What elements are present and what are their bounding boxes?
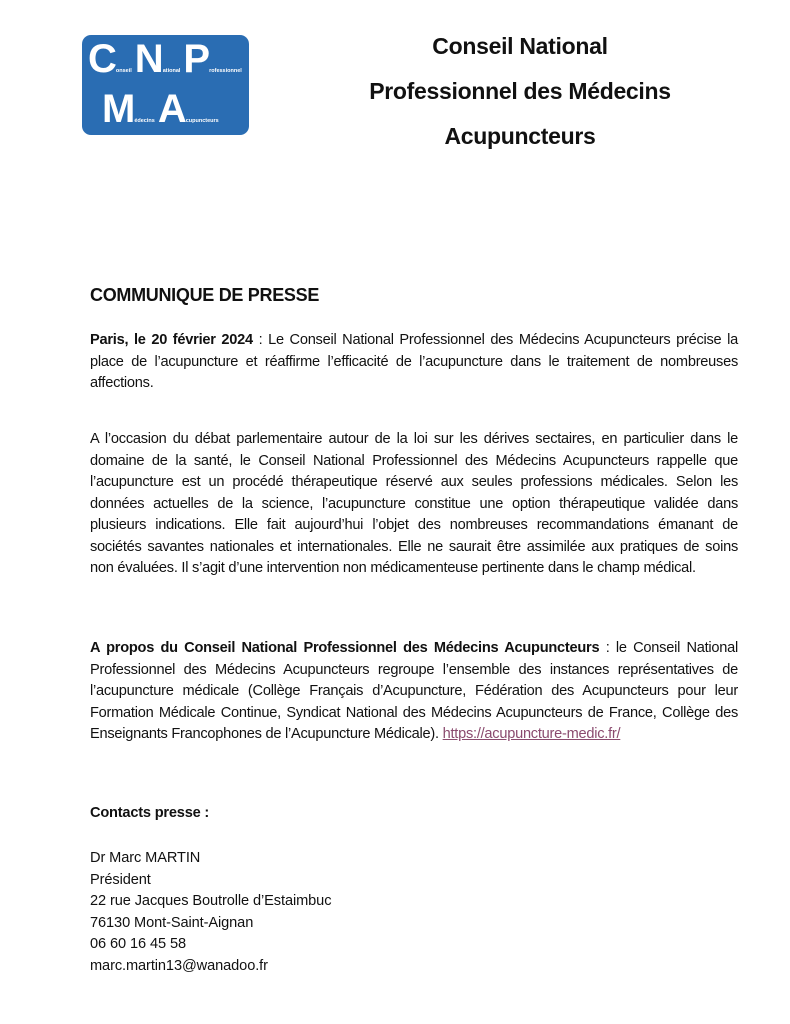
title-line: Acupuncteurs xyxy=(444,123,596,149)
contact-address: 22 rue Jacques Boutrolle d’Estaimbuc xyxy=(90,893,332,910)
website-link[interactable]: https://acupuncture-medic.fr/ xyxy=(442,726,621,742)
logo-word: rofessionnel xyxy=(209,68,242,74)
intro-dateline: Paris, le 20 février 2024 xyxy=(90,332,253,348)
cnpma-logo xyxy=(82,35,249,135)
logo-word: édecins xyxy=(134,118,155,124)
contact-block xyxy=(90,848,331,978)
contact-role: Président xyxy=(90,871,151,888)
logo-word: cupuncteurs xyxy=(185,118,219,124)
about-lead: A propos du Conseil National Professionnel des Médecins Acupuncteurs xyxy=(90,640,600,656)
contact-name: Dr Marc MARTIN xyxy=(90,850,201,866)
logo-letter: P xyxy=(183,37,210,81)
organization-title xyxy=(330,24,710,159)
contact-city: 76130 Mont-Saint-Aignan xyxy=(90,914,254,931)
logo-letter: A xyxy=(157,87,186,131)
body-paragraph: A l’occasion du débat parlementaire autour de la loi sur les dérives sectaires, en particulier dans le domaine de la santé, le Conseil National Professionnel des Médecins Acupuncteurs rappelle que l’acupuncture est un procédé thérapeutique réservé aux seules professions médicales. Selon les données actuelles de la science, l’acupuncture constitue une option thérapeutique validée dans plusieurs indications. Elle fait aujourd’hui l’objet des nombreuses recommandations émanant de sociétés savantes nationales et internationales. Elle ne saurait être assimilée aux pratiques de soins non évaluées. Il s’agit d’une intervention non médicamenteuse pertinente dans le champ médical. xyxy=(90,431,738,576)
contacts-heading: Contacts presse : xyxy=(90,805,210,821)
logo-letter: N xyxy=(134,37,163,81)
intro-paragraph xyxy=(90,330,738,395)
contact-phone: 06 60 16 45 58 xyxy=(90,936,186,953)
about-paragraph xyxy=(90,638,738,746)
logo-word: ational xyxy=(162,68,181,74)
logo-word: onseil xyxy=(115,68,132,74)
logo-row-1 xyxy=(88,37,245,81)
contact-email: marc.martin13@wanadoo.fr xyxy=(90,957,268,974)
about-text: : le Conseil National Professionnel des Médecins Acupuncteurs regroupe l’ensemble des instances représentatives de l’acupuncture médicale (Collège Français d’Acupuncture, Fédération des Acupuncteurs pour leur Formation Médicale Continue, Syndicat National des Médecins Acupuncteurs de France, Collège des Enseignants Francophones de l’Acupuncture Médicale). xyxy=(90,640,738,742)
logo-letter: C xyxy=(88,37,116,81)
press-release-heading: COMMUNIQUE DE PRESSE xyxy=(90,285,320,305)
title-line: Conseil National xyxy=(432,33,608,59)
logo-letter: M xyxy=(102,87,135,131)
logo-row-2 xyxy=(102,87,222,131)
title-line: Professionnel des Médecins xyxy=(369,78,671,104)
intro-text: : Le Conseil National Professionnel des Médecins Acupuncteurs précise la place de l’acupuncture et réaffirme l’efficacité de l’acupuncture dans le traitement de nombreuses affections. xyxy=(90,332,738,391)
